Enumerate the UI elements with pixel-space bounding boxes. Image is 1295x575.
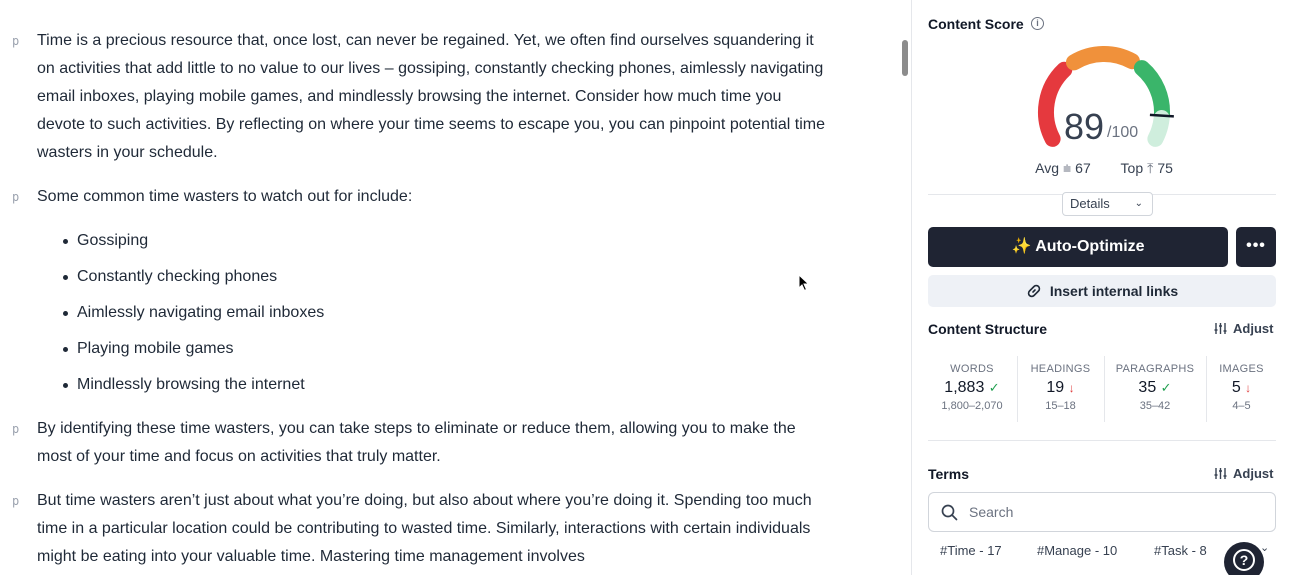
list-item-text: Gossiping (77, 232, 149, 249)
paragraph-marker: p (12, 422, 20, 436)
stat-label: PARAGRAPHS (1115, 363, 1195, 375)
bullet-dot (63, 275, 68, 280)
stat-images (1207, 356, 1276, 422)
stat-range: 1,800–2,070 (941, 400, 1003, 412)
details-button[interactable] (1062, 192, 1153, 216)
paragraph-1[interactable]: Time is a precious resource that, once lost, can never be regained. Yet, we often find ourselves squandering it on activities that add little to no value to our lives – gossiping, constantly checking phones, aimlessly navigating email inboxes, playing mobile games, and mindlessly browsing the internet. Consider how much time you devote to such activities. By reflecting on where your time seems to escape you, you can pinpoint potential time wasters in your schedule. (37, 32, 825, 161)
paragraph-2[interactable]: Some common time wasters to watch out for include: (37, 188, 413, 205)
stat-range: 35–42 (1139, 400, 1171, 412)
divider (928, 440, 1276, 441)
stat-label: WORDS (950, 363, 994, 375)
gauge-segment-orange (1074, 54, 1132, 62)
list-item-text: Mindlessly browsing the internet (77, 376, 305, 393)
search-icon (941, 504, 958, 521)
gauge-segment-remaining (1155, 118, 1161, 139)
arrow-down-icon: ↓ (1245, 381, 1252, 395)
bullet-dot (63, 347, 68, 352)
list-item-text: Constantly checking phones (77, 268, 278, 285)
terms-title: Terms (928, 466, 969, 482)
stat-range: 15–18 (1045, 400, 1076, 412)
insert-internal-links-button[interactable] (928, 275, 1276, 307)
gauge-segment-red (1046, 70, 1064, 139)
paragraph-3[interactable]: By identifying these time wasters, you can take steps to eliminate or reduce them, allowing you to make the most of your time and focus on activities that truly matter. (37, 420, 796, 465)
avg-label: Avg (1035, 160, 1059, 176)
paragraph-4[interactable]: But time wasters aren’t just about what you’re doing, but also about where you’re doing it. Spending too much time in a particular location could be contributing to wasted time. Similarly, interactions with certain individuals might be eating into your valuable time. Mastering time management involves (37, 492, 812, 565)
stat-words (928, 356, 1016, 422)
stat-label: IMAGES (1219, 363, 1264, 375)
stat-value: 19 (1046, 379, 1065, 396)
stat-headings (1018, 356, 1103, 422)
average-icon: ⩧ (1062, 160, 1072, 176)
adjust-terms-button[interactable] (1214, 466, 1273, 481)
paragraph-marker: p (12, 190, 20, 204)
arrow-down-icon: ↓ (1068, 381, 1075, 395)
content-structure-title: Content Structure (928, 321, 1047, 337)
top-label: Top (1120, 160, 1144, 176)
chevron-down-icon[interactable]: ⌄ (1260, 542, 1270, 554)
details-label: Details (1070, 196, 1110, 211)
chevron-down-icon: ⌄ (1134, 198, 1143, 209)
stat-range: 4–5 (1232, 400, 1251, 412)
editor-scrollbar-thumb[interactable] (902, 40, 908, 76)
info-icon[interactable]: i (1031, 17, 1044, 30)
stat-value: 5 (1231, 379, 1241, 396)
auto-optimize-button[interactable]: ✨ Auto-Optimize (928, 227, 1228, 267)
content-score-panel (911, 0, 1295, 575)
check-icon: ✓ (988, 380, 1000, 395)
more-options-button[interactable]: ••• (1236, 227, 1276, 267)
check-icon: ✓ (1160, 380, 1172, 395)
content-structure-stats (928, 356, 1276, 422)
sliders-icon (1214, 467, 1227, 480)
content-score-title: Content Score (928, 16, 1024, 32)
sliders-icon (1214, 322, 1227, 335)
bullet-dot (63, 239, 68, 244)
gauge-segment-green (1142, 68, 1162, 116)
paragraph-marker: p (12, 494, 20, 508)
top-value: 75 (1157, 160, 1173, 176)
arrow-up-to-top-icon: ⤒ (1147, 160, 1154, 176)
benchmark-row (912, 160, 1295, 177)
stat-label: HEADINGS (1030, 363, 1091, 375)
adjust-label: Adjust (1233, 466, 1274, 481)
term-tag[interactable]: #Time - 17 (940, 543, 1002, 558)
insert-links-label: Insert internal links (1049, 283, 1179, 299)
terms-search-box[interactable] (928, 492, 1276, 532)
adjust-label: Adjust (1233, 321, 1274, 336)
list-item-text: Aimlessly navigating email inboxes (77, 304, 325, 321)
stat-value: 1,883 (944, 379, 985, 396)
stat-value: 35 (1138, 379, 1157, 396)
adjust-structure-button[interactable] (1214, 321, 1273, 336)
mouse-pointer-icon (798, 274, 810, 292)
gauge-needle (1150, 115, 1174, 117)
stat-paragraphs (1105, 356, 1205, 422)
bullet-dot (63, 383, 68, 388)
bullet-dot (63, 311, 68, 316)
term-tag[interactable]: #Task - 8 (1154, 543, 1207, 558)
avg-value: 67 (1075, 160, 1091, 176)
list-item-text: Playing mobile games (77, 340, 234, 357)
bottom-status-strip (0, 565, 912, 575)
link-icon (1026, 283, 1042, 299)
question-mark-icon: ? (1233, 549, 1255, 571)
help-button[interactable] (1224, 542, 1264, 575)
terms-search-input[interactable] (969, 493, 1259, 531)
term-tag[interactable]: #Manage - 10 (1037, 543, 1118, 558)
paragraph-marker: p (12, 34, 20, 48)
score-value: 89 (1064, 106, 1105, 147)
score-max: /100 (1107, 124, 1139, 141)
